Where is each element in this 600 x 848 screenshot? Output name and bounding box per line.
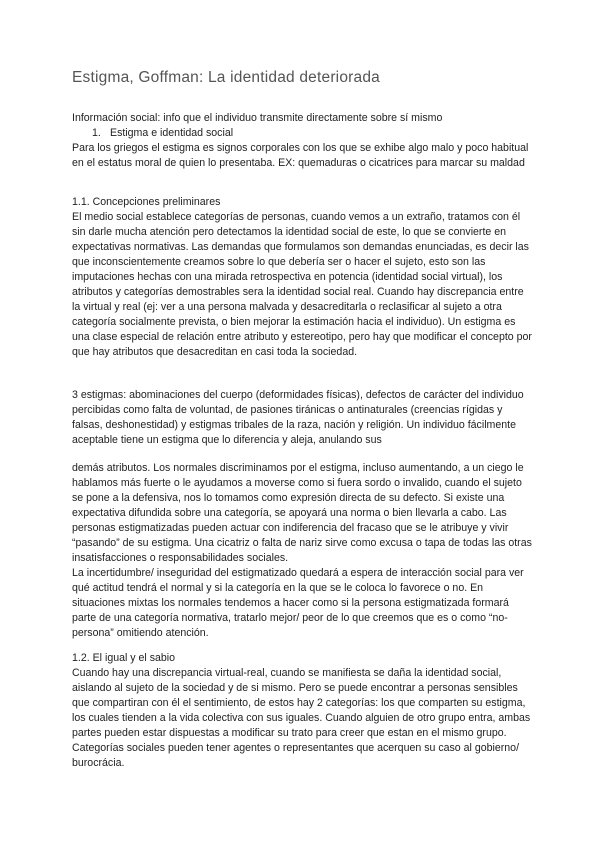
paragraph-uncertainty: La incertidumbre/ inseguridad del estigmatizado quedará a espera de interacción social para ver qué actitud tendrá el normal y si la categoría en la que se le coloca lo favorece o no. En situaciones mixtas los normales tendemos a hacer como si la persona estigmatizada formará parte de una categoría normativa, tratarlo mejor/ peor de lo que creemos que es o como “no-persona” omitiendo atención. xyxy=(72,567,524,639)
list-item-label: Estigma e identidad social xyxy=(110,127,234,139)
intro-line: Información social: info que el individuo transmite directamente sobre sí mismo xyxy=(72,112,443,124)
paragraph-greek-stigma: Para los griegos el estigma es signos corporales con los que se exhibe algo malo y poco habitual en el estatus moral de quien lo presentaba. EX: quemaduras o cicatrices para marcar su maldad xyxy=(72,142,529,169)
paragraph-equal-wise: Cuando hay una discrepancia virtual-real, cuando se manifiesta se daña la identidad social, aislando al sujeto de la sociedad y de si mismo. Pero se puede encontrar a personas sensibles que compartiran con él el sentimiento, de estos hay 2 categorías: los que comparten su estigma, los cuales tienden a la vida colectiva con sus iguales. Cuando alguien de otro grupo entra, ambas partes pueden estar dispuestas a modificar su trato para creer que estan en el mismo grupo. Categorías sociales pueden tener agentes o representantes que acerquen su caso al gobierno/ burocrácia. xyxy=(72,667,531,769)
intro-block xyxy=(72,111,534,171)
document-title: Estigma, Goffman: La identidad deteriorada xyxy=(72,69,380,86)
list-item xyxy=(72,126,534,141)
paragraph-three-stigmas: 3 estigmas: abominaciones del cuerpo (deformidades físicas), defectos de carácter del individuo percibidas como falta de voluntad, de pasiones tiránicas o antinaturales (creencias rígidas y falsas, deshonestidad) y estigmas tribales de la raza, nación y religión. Un individuo fácilmente aceptable tiene un estigma que lo diferencia y aleja, anulando sus xyxy=(72,389,524,446)
paragraph-discrimination: demás atributos. Los normales discriminamos por el estigma, incluso aumentando, a un ciego le hablamos más fuerte o le ayudamos a moverse como si fuera sordo o invalido, cuando el sujeto se pone a la defensiva, nos lo tomamos como expresión directa de su defecto. Si existe una expectativa difundida sobre una categoría, se apoyará una norma o bien llevarla a cabo. Las personas estigmatizadas pueden actuar con indiferencia del fracaso que se le atribuye y vivir “pasando” de su estigma. Una cicatriz o falta de nariz sirve como excusa o tapa de todas las otras insatisfacciones o responsabilidades sociales. xyxy=(72,462,532,564)
section-1-1 xyxy=(72,195,534,360)
heading-1-2: 1.2. El igual y el sabio xyxy=(72,652,176,664)
paragraph-concepts: El medio social establece categorías de personas, cuando vemos a un extraño, tratamos con él sin darle mucha atención pero detectamos la identidad social de este, lo que se convierte en expectativas normativas. Las demandas que formulamos son demandas enunciadas, es decir las que inconscientemente creamos sobre lo que debería ser o hacer el sujeto, esto son las imputaciones hechas con una mirada retrospectiva en potencia (identidad social virtual), los atributos y categorías demostrables sera la identidad social real. Cuando hay discrepancia entre la virtual y real (ej: ver a una persona malvada y desacreditarla o reclasificar al sujeto a otra categoría socialmente prevista, o bien mejorar la estimación hacia el individuo). Un estigma es una clase especial de relación entre atributo y estereotipo, pero hay que modificar el concepto por que hay atributos que desacreditan en casi toda la sociedad. xyxy=(72,211,532,358)
paragraph-continuation-block xyxy=(72,461,534,641)
paragraph-three-stigmas-block xyxy=(72,388,534,448)
section-1-2 xyxy=(72,651,534,771)
list-number: 1. xyxy=(92,127,101,139)
heading-1-1: 1.1. Concepciones preliminares xyxy=(72,196,221,208)
